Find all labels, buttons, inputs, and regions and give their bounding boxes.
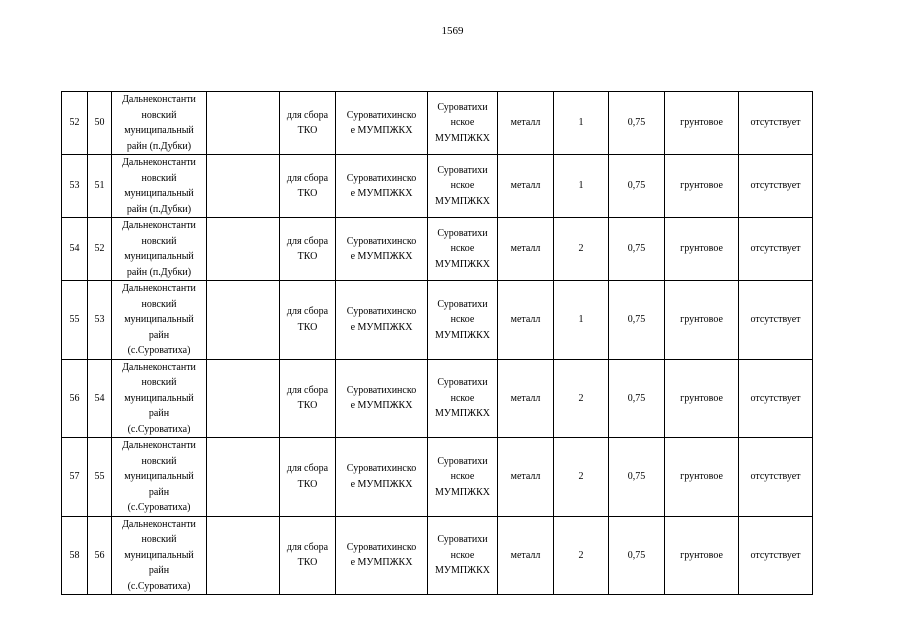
purpose-cell: для сбора ТКО [280,359,336,438]
site-number-cell: 53 [88,281,112,360]
table-row [62,155,813,218]
material-cell: металл [498,218,554,281]
row-number-cell: 52 [62,92,88,155]
table-row [62,281,813,360]
container-volume-cell: 0,75 [609,516,665,595]
fence-cell: отсутствует [739,218,813,281]
table-row [62,438,813,517]
surface-type-cell: грунтовое [665,92,739,155]
surface-type-cell: грунтовое [665,516,739,595]
material-cell: металл [498,516,554,595]
operator-cell: Суроватихи нское МУМПЖКХ [428,359,498,438]
site-number-cell: 56 [88,516,112,595]
operator-cell: Суроватихи нское МУМПЖКХ [428,155,498,218]
row-number-cell: 57 [62,438,88,517]
operator-cell: Суроватихи нское МУМПЖКХ [428,218,498,281]
operator-cell: Суроватихи нское МУМПЖКХ [428,92,498,155]
site-number-cell: 55 [88,438,112,517]
district-cell: Дальнеконстанти новский муниципальный райн (п.Дубки) [112,218,207,281]
district-cell: Дальнеконстанти новский муниципальный райн (п.Дубки) [112,92,207,155]
table-row [62,218,813,281]
container-volume-cell: 0,75 [609,438,665,517]
page-number: 1569 [441,25,464,37]
district-cell: Дальнеконстанти новский муниципальный райн (с.Суроватиха) [112,516,207,595]
district-cell: Дальнеконстанти новский муниципальный райн (п.Дубки) [112,155,207,218]
site-number-cell: 50 [88,92,112,155]
district-cell: Дальнеконстанти новский муниципальный райн (с.Суроватиха) [112,281,207,360]
purpose-cell: для сбора ТКО [280,438,336,517]
container-count-cell: 1 [554,92,609,155]
container-count-cell: 1 [554,155,609,218]
owner-cell: Суроватихинско е МУМПЖКХ [336,359,428,438]
purpose-cell: для сбора ТКО [280,155,336,218]
fence-cell: отсутствует [739,155,813,218]
purpose-cell: для сбора ТКО [280,92,336,155]
table-row [62,359,813,438]
fence-cell: отсутствует [739,438,813,517]
owner-cell: Суроватихинско е МУМПЖКХ [336,516,428,595]
address-cell [207,218,280,281]
table-row [62,92,813,155]
address-cell [207,359,280,438]
district-cell: Дальнеконстанти новский муниципальный райн (с.Суроватиха) [112,438,207,517]
owner-cell: Суроватихинско е МУМПЖКХ [336,155,428,218]
purpose-cell: для сбора ТКО [280,516,336,595]
container-volume-cell: 0,75 [609,155,665,218]
material-cell: металл [498,281,554,360]
row-number-cell: 53 [62,155,88,218]
surface-type-cell: грунтовое [665,218,739,281]
address-cell [207,516,280,595]
container-volume-cell: 0,75 [609,359,665,438]
purpose-cell: для сбора ТКО [280,218,336,281]
waste-sites-table [61,91,813,595]
address-cell [207,438,280,517]
row-number-cell: 56 [62,359,88,438]
row-number-cell: 54 [62,218,88,281]
surface-type-cell: грунтовое [665,359,739,438]
purpose-cell: для сбора ТКО [280,281,336,360]
fence-cell: отсутствует [739,359,813,438]
district-cell: Дальнеконстанти новский муниципальный райн (с.Суроватиха) [112,359,207,438]
address-cell [207,92,280,155]
container-count-cell: 2 [554,359,609,438]
container-count-cell: 2 [554,218,609,281]
owner-cell: Суроватихинско е МУМПЖКХ [336,438,428,517]
container-volume-cell: 0,75 [609,281,665,360]
material-cell: металл [498,359,554,438]
fence-cell: отсутствует [739,281,813,360]
address-cell [207,281,280,360]
material-cell: металл [498,92,554,155]
material-cell: металл [498,155,554,218]
fence-cell: отсутствует [739,92,813,155]
table-body [62,92,813,595]
operator-cell: Суроватихи нское МУМПЖКХ [428,281,498,360]
container-volume-cell: 0,75 [609,92,665,155]
site-number-cell: 51 [88,155,112,218]
row-number-cell: 58 [62,516,88,595]
container-count-cell: 1 [554,281,609,360]
material-cell: металл [498,438,554,517]
surface-type-cell: грунтовое [665,155,739,218]
row-number-cell: 55 [62,281,88,360]
fence-cell: отсутствует [739,516,813,595]
owner-cell: Суроватихинско е МУМПЖКХ [336,281,428,360]
container-count-cell: 2 [554,438,609,517]
surface-type-cell: грунтовое [665,281,739,360]
container-volume-cell: 0,75 [609,218,665,281]
operator-cell: Суроватихи нское МУМПЖКХ [428,438,498,517]
container-count-cell: 2 [554,516,609,595]
address-cell [207,155,280,218]
owner-cell: Суроватихинско е МУМПЖКХ [336,218,428,281]
table-row [62,516,813,595]
surface-type-cell: грунтовое [665,438,739,517]
site-number-cell: 54 [88,359,112,438]
site-number-cell: 52 [88,218,112,281]
owner-cell: Суроватихинско е МУМПЖКХ [336,92,428,155]
operator-cell: Суроватихи нское МУМПЖКХ [428,516,498,595]
